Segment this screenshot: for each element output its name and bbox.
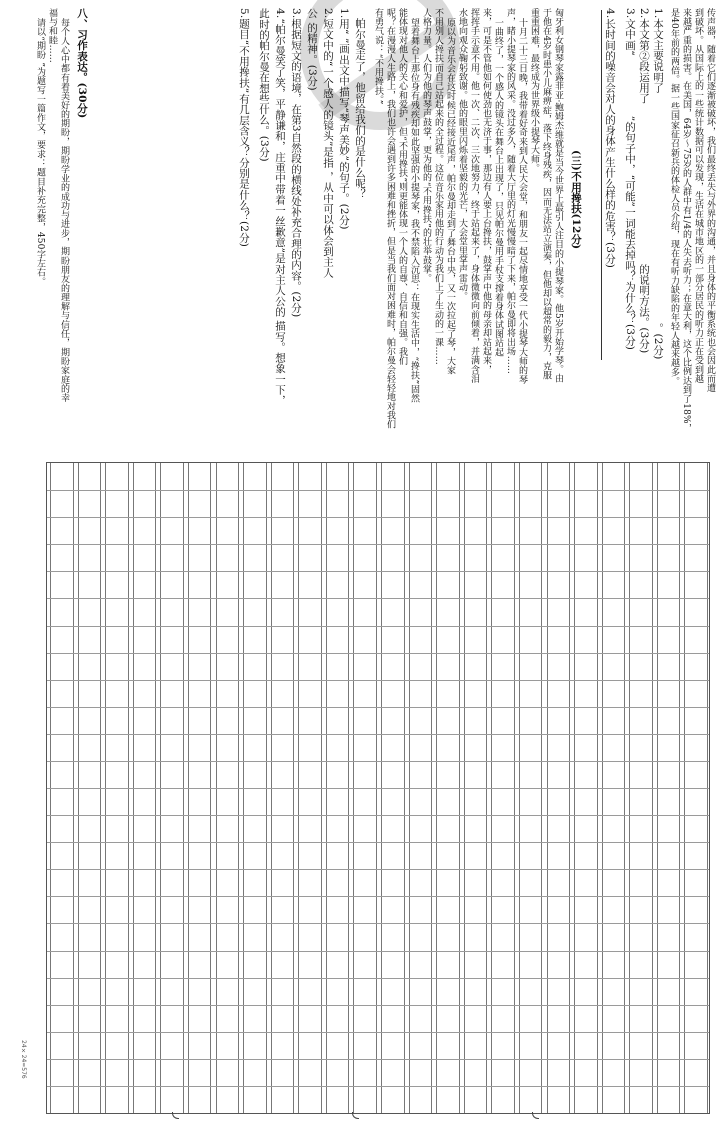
s3-para-13: 望着舞台上那位身有残疾却如此坚强的小提琴家，我不禁陷入沉思：在现实生活中，“搀扶”固然: [409, 18, 419, 403]
writing-grid[interactable]: [46, 462, 710, 1114]
grid-row-line: [47, 653, 709, 654]
grid-row-line: [47, 923, 709, 924]
grid-row-line: [47, 842, 709, 843]
grid-row-line: [47, 598, 709, 599]
binding-mark: [352, 1112, 359, 1119]
answer-line-a4: [601, 10, 602, 360]
question-b1: 1.用“ ”画出文中描写“琴声美妙”的句子。(2分): [338, 8, 350, 230]
s8-line-2: 福与和睦……: [47, 8, 57, 63]
question-b3: 3.根据短文的语境，在第3自然段的横线处补充合理的内容。(2分): [290, 8, 302, 318]
grid-row-line: [47, 490, 709, 491]
section-three-heading: (三)不用搀扶(12分): [570, 150, 582, 250]
question-a1: 1.本文主要说明了。(2分): [652, 8, 664, 360]
section-eight-heading: 八、习作表达。(30分): [76, 8, 88, 119]
grid-row-line: [47, 571, 709, 572]
grid-count-label: 24×24=576: [20, 1040, 27, 1079]
s3-para-3: 重重困难，最终成为世界级小提琴大师。: [529, 8, 539, 173]
passage-line-1: 传声器，随着它们逐渐被破坏，我们最终丢失与外界的沟通，并且身体的平衡系统也会因此而遭: [705, 8, 715, 393]
question-a4: 4.长时间的噪音会对人的身体产生什么样的危害？(3分): [604, 8, 616, 268]
s8-line-3: 请以“期盼 ”为题写一篇作文，要求：题目补充完整，450字左右。: [35, 18, 45, 287]
s8-line-1: 每个人心中都有着美好的期盼，期盼学业的成功与进步，期盼朋友的理解与信任，期盼家庭的幸: [59, 18, 69, 403]
grid-row-line: [47, 815, 709, 816]
grid-row-line: [47, 978, 709, 979]
grid-row-line: [47, 707, 709, 708]
s3-para-16: 有勇气说：“不用搀扶。”: [373, 8, 383, 105]
question-b5: 5.题目“不用搀扶”有几层含义？分别是什么？(2分): [238, 8, 250, 248]
grid-row-line: [47, 734, 709, 735]
grid-row-line: [47, 951, 709, 952]
binding-mark: [172, 1112, 179, 1119]
s3-para-4: 十月二十三日晚，我带着好奇来到人民大会堂，和朋友一起尽情地享受一代小提琴大师的琴: [517, 18, 527, 384]
s3-para-8: 挥挥手示意不用。他一次、二次、三次地努力，终于站起来了，身体微微向前倾着，并满含泪: [469, 8, 479, 384]
question-b2-cont: 公 的精神。(3分): [306, 8, 318, 91]
s3-para-15: 呢？在漫漫人生路上，我们也许会遇到许多困难和挫折，但是当我们面对困难时，帕尔曼会轻轻地对我们: [385, 8, 395, 429]
s3-para-7: 来，可是不管他如何使劲也无济于事，那边有人要上台搀扶，鼓掌声中他的母亲却站起来，: [481, 8, 491, 374]
grid-row-line: [47, 761, 709, 762]
grid-row-line: [47, 517, 709, 518]
grid-row-line: [47, 544, 709, 545]
passage-line-3: 来越严重的损害。在美国，64岁～75岁的人群中有1/4的人失去听力；在意大利，这个比例达到了18%，: [681, 8, 691, 433]
s3-para-5: 声，睹小提琴家的风采。没过多久，随着大厅里的灯光慢慢暗了下来，帕尔曼即将出场……: [505, 8, 515, 374]
grid-row-line: [47, 626, 709, 627]
s3-para-6: 一曲终了，一个感人的镜头在舞台上出现了，只见帕尔曼用手杖支撑着身体试图站起: [493, 18, 503, 357]
question-b2: 2.短文中的“一个感人的镜头”是指 ，从中可以体会到主人: [322, 8, 334, 278]
grid-row-line: [47, 1005, 709, 1006]
question-b4-cont: 此时的帕尔曼在想些什么。(3分): [258, 8, 270, 162]
question-b4: 4.“帕尔曼笑了笑，平静谦和，庄重中带着一丝歉意”是对主人公的 描写。想象一下，: [274, 8, 286, 406]
grid-row-line: [47, 896, 709, 897]
grid-row-line: [47, 1086, 709, 1087]
binding-mark: [532, 1112, 539, 1119]
passage-line-4: 是40年前的两倍。据一些国家征召新兵的体检人员介绍，现在有听力缺陷的年轻人越来越多。: [669, 8, 679, 386]
question-a2: 2.本文第②段运用了的说明方法。(3分): [638, 8, 650, 354]
grid-row-line: [47, 788, 709, 789]
grid-row-line: [47, 1032, 709, 1033]
s3-para-1: 匈牙利女钢琴家露菲亚·鲍姆杰维就是当今世界上最引人注目的小提琴家。他5岁开始学琴。由: [553, 8, 563, 383]
grid-row-line: [47, 869, 709, 870]
passage-line-2: 到破坏。从国际上的一些统计数据可以发现，生活在城市地区的一部分居民的听力正在受到越: [693, 8, 703, 384]
question-a3: 3.文中画“”的句子中，“可能”一词能去掉吗？为什么？(3分): [624, 8, 636, 351]
s3-para-10: 原以为音乐会在这时候已经接近尾声，帕尔曼却走到了舞台中央，又一次拉起了琴，大家: [445, 18, 455, 375]
s3-para-12: 人格力量。人们为他的琴声鼓掌，更为他的“不用搀扶”的壮举鼓掌。: [421, 8, 431, 283]
grid-row-line: [47, 1059, 709, 1060]
s3-para-9: 水地向观众鞠躬致谢。他的眼里闪烁着坚毅的光芒，大会堂里掌声雷动。: [457, 8, 467, 301]
grid-row-line: [47, 680, 709, 681]
question-b0: 帕尔曼走了，他留给我们的是什么呢？: [354, 18, 366, 200]
s3-para-11: 不用别人搀扶而自己站起来的全过程。这位音乐家用他的行动为我们上了生动的一课……: [433, 8, 443, 365]
s3-para-2: 于他在4岁时患小儿麻痹症，落下终身残疾，因而无法站立演奏，但他却以超常的毅力，克服: [541, 8, 551, 380]
s3-para-14: 能体现对他人的关心和爱护，但“不用搀扶”则更能体现一个人的自尊、自信和自强。我们: [397, 8, 407, 366]
